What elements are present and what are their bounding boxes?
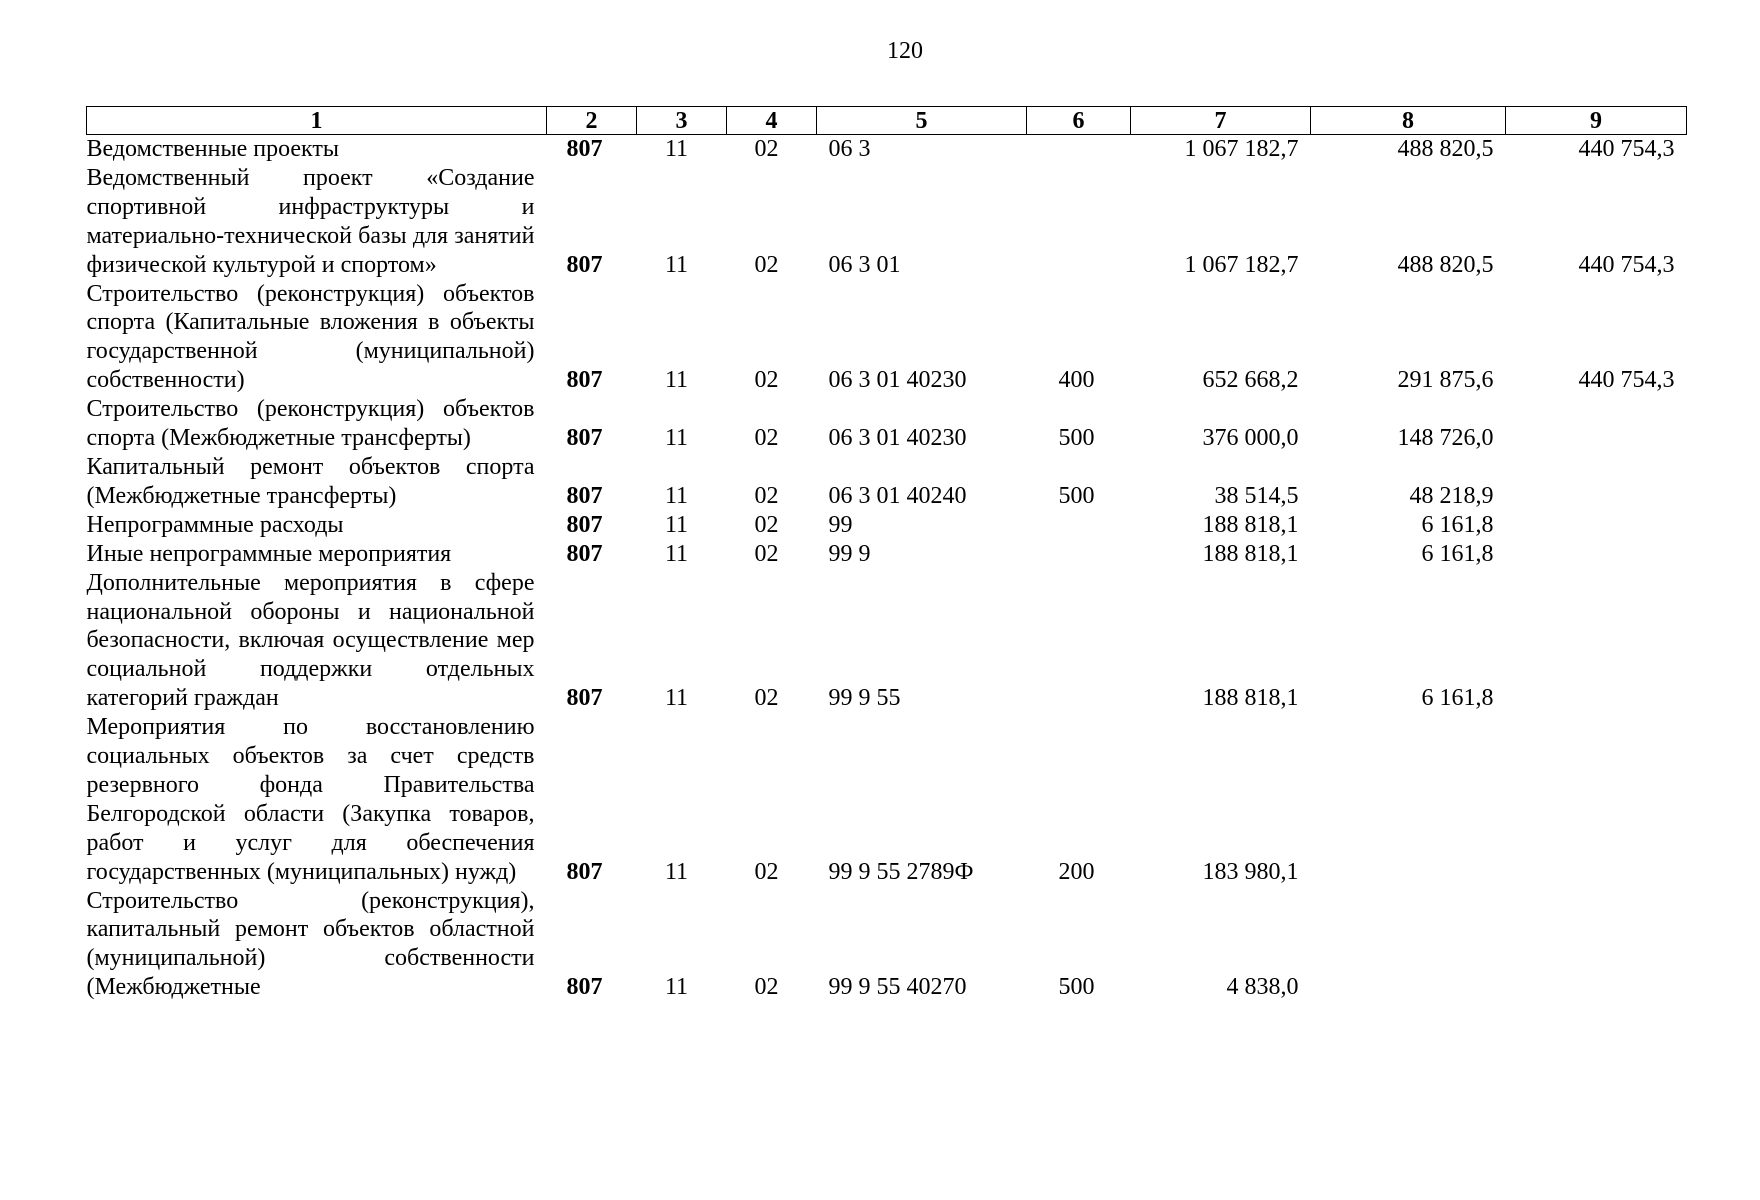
- subsection-cell: 02: [754, 251, 779, 278]
- column-header-target-article: 5: [817, 107, 1027, 135]
- section-cell: 11: [664, 425, 689, 452]
- table-row: [87, 280, 1687, 396]
- row-name-cell: Капитальный ремонт объектов спорта (Межбюджетные трансферты): [86, 453, 535, 509]
- expense-type-cell: [1027, 569, 1131, 714]
- column-header-expense-type: 6: [1027, 107, 1131, 135]
- subsection-cell: 02: [754, 685, 779, 712]
- expense-type-cell: [1027, 135, 1131, 164]
- amount-year-1-cell: 188 818,1: [1202, 511, 1299, 538]
- section-cell: 11: [664, 482, 689, 509]
- row-name-cell: Непрограммные расходы: [86, 511, 344, 538]
- target-article-cell: 06 3 01 40230: [828, 425, 967, 452]
- expense-type-cell: 400: [1058, 367, 1095, 394]
- row-name-cell: Строительство (реконструкция) объектов спорта (Межбюджетные трансферты): [86, 396, 535, 452]
- subsection-cell: 02: [754, 367, 779, 394]
- section-cell: 11: [664, 251, 689, 278]
- department-code-cell: 807: [566, 685, 603, 712]
- target-article-cell: 99 9 55 2789Ф: [828, 858, 974, 885]
- table-row: [87, 511, 1687, 540]
- column-header-department: 2: [547, 107, 637, 135]
- table-row: [87, 540, 1687, 569]
- expense-type-cell: 500: [1058, 425, 1095, 452]
- target-article-cell: 99 9 55 40270: [828, 974, 967, 1001]
- amount-year-3-cell: 440 754,3: [1578, 251, 1675, 278]
- amount-year-3-cell: [1506, 453, 1687, 511]
- row-name-cell: Строительство (реконструкция) объектов спорта (Капитальные вложения в объекты государственной (муниципальной) собственности): [86, 280, 535, 394]
- column-header-amount-year-3: 9: [1506, 107, 1687, 135]
- amount-year-1-cell: 1 067 182,7: [1184, 251, 1299, 278]
- table-row: [87, 713, 1687, 886]
- department-code-cell: 807: [566, 251, 603, 278]
- expense-type-cell: [1027, 511, 1131, 540]
- expense-type-cell: 500: [1058, 482, 1095, 509]
- department-code-cell: 807: [566, 974, 603, 1001]
- amount-year-3-cell: [1506, 540, 1687, 569]
- subsection-cell: 02: [754, 858, 779, 885]
- amount-year-1-cell: 183 980,1: [1202, 858, 1299, 885]
- subsection-cell: 02: [754, 511, 779, 538]
- subsection-cell: 02: [754, 974, 779, 1001]
- column-header-name: 1: [87, 107, 547, 135]
- table-body: [87, 135, 1687, 1003]
- department-code-cell: 807: [566, 425, 603, 452]
- amount-year-1-cell: 4 838,0: [1226, 974, 1299, 1001]
- section-cell: 11: [664, 136, 689, 162]
- department-code-cell: 807: [566, 136, 603, 162]
- table-row: [87, 569, 1687, 714]
- expense-type-cell: [1027, 164, 1131, 280]
- row-name-cell: Ведомственные проекты: [86, 136, 339, 162]
- subsection-cell: 02: [754, 425, 779, 452]
- column-header-amount-year-1: 7: [1131, 107, 1311, 135]
- target-article-cell: 99: [828, 511, 853, 538]
- amount-year-1-cell: 652 668,2: [1202, 367, 1299, 394]
- row-name-cell: Дополнительные мероприятия в сфере национальной обороны и национальной безопасности, включая осуществление мер социальной поддержки отдельных категорий граждан: [86, 569, 535, 712]
- department-code-cell: 807: [566, 858, 603, 885]
- target-article-cell: 99 9: [828, 540, 871, 567]
- amount-year-3-cell: 440 754,3: [1578, 367, 1675, 394]
- amount-year-1-cell: 1 067 182,7: [1184, 136, 1299, 162]
- table-row: [87, 453, 1687, 511]
- target-article-cell: 99 9 55: [828, 685, 901, 712]
- amount-year-2-cell: [1311, 713, 1506, 886]
- row-name-cell: Строительство (реконструкция), капитальный ремонт объектов областной (муниципальной) собственности (Межбюджетные: [86, 887, 535, 1001]
- department-code-cell: 807: [566, 511, 603, 538]
- amount-year-2-cell: 488 820,5: [1397, 136, 1494, 162]
- amount-year-2-cell: 291 875,6: [1397, 367, 1494, 394]
- department-code-cell: 807: [566, 482, 603, 509]
- amount-year-1-cell: 188 818,1: [1202, 540, 1299, 567]
- amount-year-3-cell: [1506, 887, 1687, 1003]
- amount-year-2-cell: 6 161,8: [1421, 511, 1494, 538]
- column-header-subsection: 4: [727, 107, 817, 135]
- department-code-cell: 807: [566, 540, 603, 567]
- amount-year-1-cell: 38 514,5: [1214, 482, 1299, 509]
- subsection-cell: 02: [754, 482, 779, 509]
- target-article-cell: 06 3 01: [828, 251, 901, 278]
- section-cell: 11: [664, 540, 689, 567]
- section-cell: 11: [664, 974, 689, 1001]
- amount-year-3-cell: [1506, 569, 1687, 714]
- expense-type-cell: 200: [1058, 858, 1095, 885]
- page-number: 120: [887, 38, 923, 64]
- column-number-row: [87, 107, 1687, 135]
- target-article-cell: 06 3 01 40230: [828, 367, 967, 394]
- section-cell: 11: [664, 685, 689, 712]
- column-header-section: 3: [637, 107, 727, 135]
- amount-year-1-cell: 188 818,1: [1202, 685, 1299, 712]
- column-header-amount-year-2: 8: [1311, 107, 1506, 135]
- expense-type-cell: [1027, 540, 1131, 569]
- subsection-cell: 02: [754, 136, 779, 162]
- amount-year-3-cell: [1506, 511, 1687, 540]
- amount-year-2-cell: [1311, 887, 1506, 1003]
- row-name-cell: Ведомственный проект «Создание спортивной инфраструктуры и материально-технической базы для занятий физической культурой и спортом»: [86, 164, 535, 278]
- target-article-cell: 06 3 01 40240: [828, 482, 967, 509]
- row-name-cell: Мероприятия по восстановлению социальных объектов за счет средств резервного фонда Правительства Белгородской области (Закупка товаров, работ и услуг для обеспечения государственных (муниципальных) нужд): [86, 714, 535, 885]
- row-name-cell: Иные непрограммные мероприятия: [86, 540, 452, 567]
- expense-type-cell: 500: [1058, 974, 1095, 1001]
- table-row: [87, 887, 1687, 1003]
- table-header: [87, 107, 1687, 135]
- amount-year-2-cell: 6 161,8: [1421, 540, 1494, 567]
- table-row: [87, 164, 1687, 280]
- table-row: [87, 395, 1687, 453]
- amount-year-2-cell: 148 726,0: [1397, 425, 1494, 452]
- amount-year-3-cell: 440 754,3: [1578, 136, 1675, 162]
- target-article-cell: 06 3: [828, 136, 871, 162]
- table-row: [87, 135, 1687, 164]
- section-cell: 11: [664, 367, 689, 394]
- amount-year-3-cell: [1506, 395, 1687, 453]
- amount-year-2-cell: 48 218,9: [1409, 482, 1494, 509]
- budget-table: [86, 106, 1687, 1002]
- section-cell: 11: [664, 511, 689, 538]
- section-cell: 11: [664, 858, 689, 885]
- amount-year-2-cell: 488 820,5: [1397, 251, 1494, 278]
- amount-year-3-cell: [1506, 713, 1687, 886]
- subsection-cell: 02: [754, 540, 779, 567]
- amount-year-2-cell: 6 161,8: [1421, 685, 1494, 712]
- department-code-cell: 807: [566, 367, 603, 394]
- amount-year-1-cell: 376 000,0: [1202, 425, 1299, 452]
